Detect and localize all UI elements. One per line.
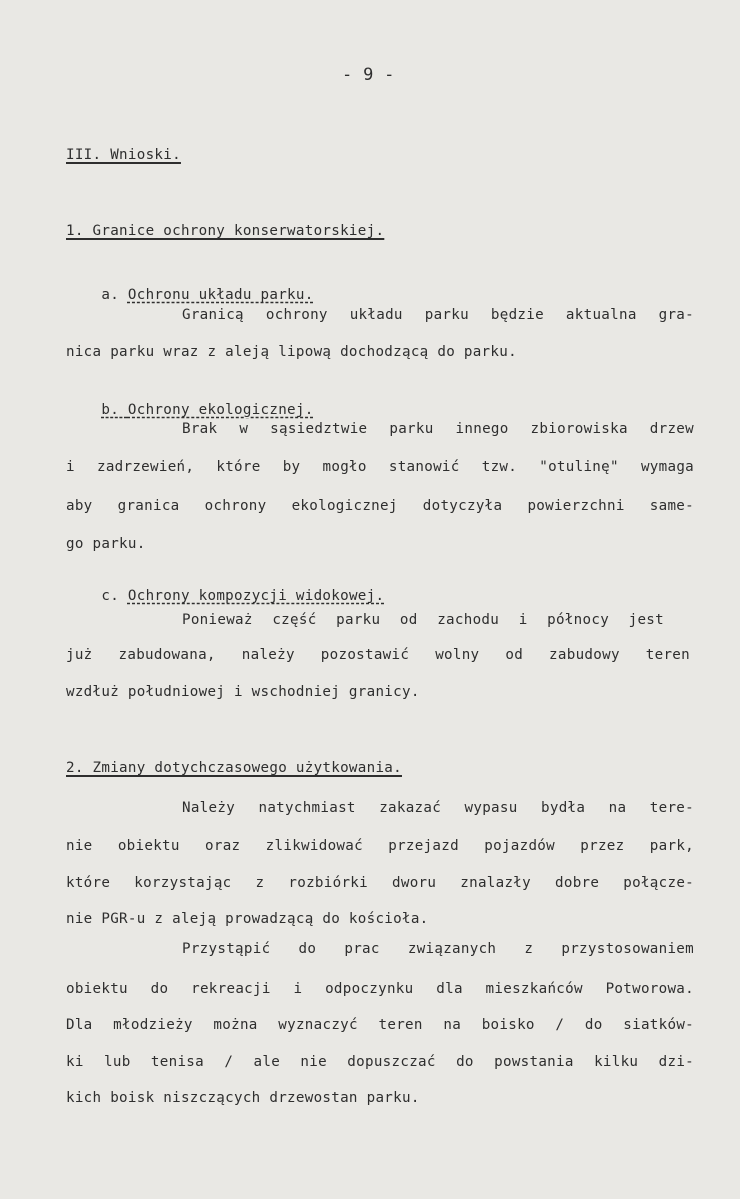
subheading-a-label: a.: [101, 287, 128, 303]
paragraph-2-2-line-2: obiektu do rekreacji i odpoczynku dla mieszkańców Potworowa.: [66, 981, 694, 997]
paragraph-b-line-1: Brak w sąsiedztwie parku innego zbiorowiska drzew: [182, 421, 694, 437]
paragraph-2-2-line-1: Przystąpić do prac związanych z przystosowaniem: [182, 941, 694, 957]
subheading-b-label: b.: [101, 402, 128, 418]
paragraph-2-2-line-3: Dla młodzieży można wyznaczyć teren na boisko / do siatków-: [66, 1017, 694, 1033]
paragraph-2-1-line-3: które korzystając z rozbiórki dworu znalazły dobre połącze-: [66, 875, 694, 891]
subheading-c-label: c.: [101, 588, 128, 604]
paragraph-2-2-line-4: ki lub tenisa / ale nie dopuszczać do powstania kilku dzi-: [66, 1054, 694, 1070]
subheading-c-title: Ochrony kompozycji widokowej.: [127, 588, 385, 604]
section-title: III. Wnioski.: [66, 147, 181, 163]
paragraph-2-2-line-5: kich boisk niszczących drzewostan parku.: [66, 1090, 420, 1106]
paragraph-2-1-line-4: nie PGR-u z aleją prowadzącą do kościoła.: [66, 911, 429, 927]
page-number: - 9 -: [342, 65, 395, 85]
paragraph-b-line-2: i zadrzewień, które by mogło stanowić tzw. "otulinę" wymaga: [66, 459, 694, 475]
paragraph-c-line-3: wzdłuż południowej i wschodniej granicy.: [66, 684, 420, 700]
paragraph-2-1-line-1: Należy natychmiast zakazać wypasu bydła na tere-: [182, 800, 694, 816]
heading-granice-ochrony: 1. Granice ochrony konserwatorskiej.: [66, 223, 385, 239]
paragraph-c-line-2: już zabudowana, należy pozostawić wolny od zabudowy teren: [66, 647, 690, 663]
paragraph-b-line-3: aby granica ochrony ekologicznej dotyczyła powierzchni same-: [66, 498, 694, 514]
paragraph-a-line-2: nica parku wraz z aleją lipową dochodzącą do parku.: [66, 344, 517, 360]
paragraph-2-1-line-2: nie obiektu oraz zlikwidować przejazd pojazdów przez park,: [66, 838, 694, 854]
paragraph-a-line-1: Granicą ochrony układu parku będzie aktualna gra-: [182, 307, 694, 323]
heading-zmiany: 2. Zmiany dotychczasowego użytkowania.: [66, 760, 402, 776]
subheading-b-title: Ochrony ekologicznej.: [127, 402, 314, 418]
paragraph-b-line-4: go parku.: [66, 536, 146, 552]
subheading-a-title: Ochronu układu parku.: [127, 287, 314, 303]
paragraph-c-line-1: Ponieważ część parku od zachodu i północy jest: [182, 612, 664, 628]
